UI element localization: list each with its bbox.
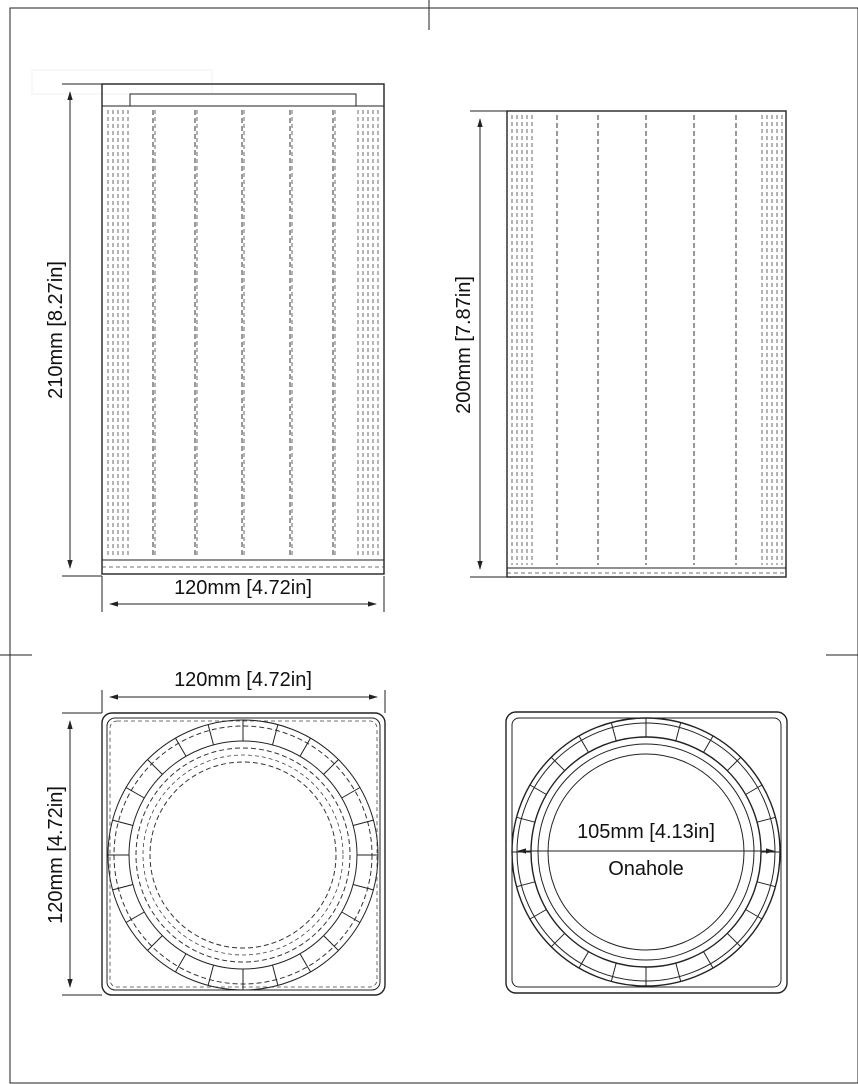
top-width-label: 120mm [4.72in] [174, 669, 312, 691]
front-height-label: 210mm [8.27in] [45, 261, 67, 399]
bottom-ring-tick [757, 817, 775, 822]
bottom-ring-tick [611, 963, 616, 981]
bottom-ring-tick [727, 757, 741, 771]
top-height-dimension [45, 713, 102, 995]
top-ring-tick [113, 820, 133, 825]
top-ring-tick [126, 912, 144, 923]
top-ring-tick [273, 725, 278, 745]
top-ring-tick [208, 965, 213, 985]
top-ring-tick [148, 936, 163, 951]
top-ring-tick [273, 965, 278, 985]
bottom-ring-tick [676, 723, 681, 741]
top-ring-tick [176, 954, 187, 972]
bottom-ring-tick [727, 933, 741, 947]
bottom-diameter-dimension [518, 821, 774, 880]
front-height-dimension [45, 84, 102, 576]
front-view [102, 84, 384, 574]
top-ring-tick [126, 788, 144, 799]
top-ring-tick [208, 725, 213, 745]
top-ring-tick [324, 760, 339, 775]
side-height-dimension [453, 111, 507, 577]
bottom-ring-tick [517, 817, 535, 822]
bottom-ring-tick [517, 882, 535, 887]
bottom-ring-tick [611, 723, 616, 741]
top-ring-tick [148, 760, 163, 775]
top-ring-tick [353, 820, 373, 825]
bottom-ring-tick [551, 757, 565, 771]
bottom-caption: Onahole [608, 858, 684, 880]
top-ring-tick [300, 738, 311, 756]
top-ring-tick [342, 788, 360, 799]
bottom-diameter-label: 105mm [4.13in] [577, 821, 715, 843]
top-ring-tick [353, 885, 373, 890]
top-ring-tick [300, 954, 311, 972]
top-ring-tick [176, 738, 187, 756]
top-width-dimension [102, 669, 385, 713]
bottom-ring-tick [757, 882, 775, 887]
front-width-label: 120mm [4.72in] [174, 577, 312, 599]
front-width-dimension [102, 576, 384, 612]
top-ring-tick [342, 912, 360, 923]
top-ring-tick [324, 936, 339, 951]
bottom-ring-tick [551, 933, 565, 947]
top-height-label: 120mm [4.72in] [45, 786, 67, 924]
bottom-view [506, 712, 787, 993]
side-view [507, 111, 786, 577]
top-ring-tick [113, 885, 133, 890]
bottom-ring-tick [676, 963, 681, 981]
side-height-label: 200mm [7.87in] [453, 276, 475, 414]
top-view [102, 713, 385, 995]
